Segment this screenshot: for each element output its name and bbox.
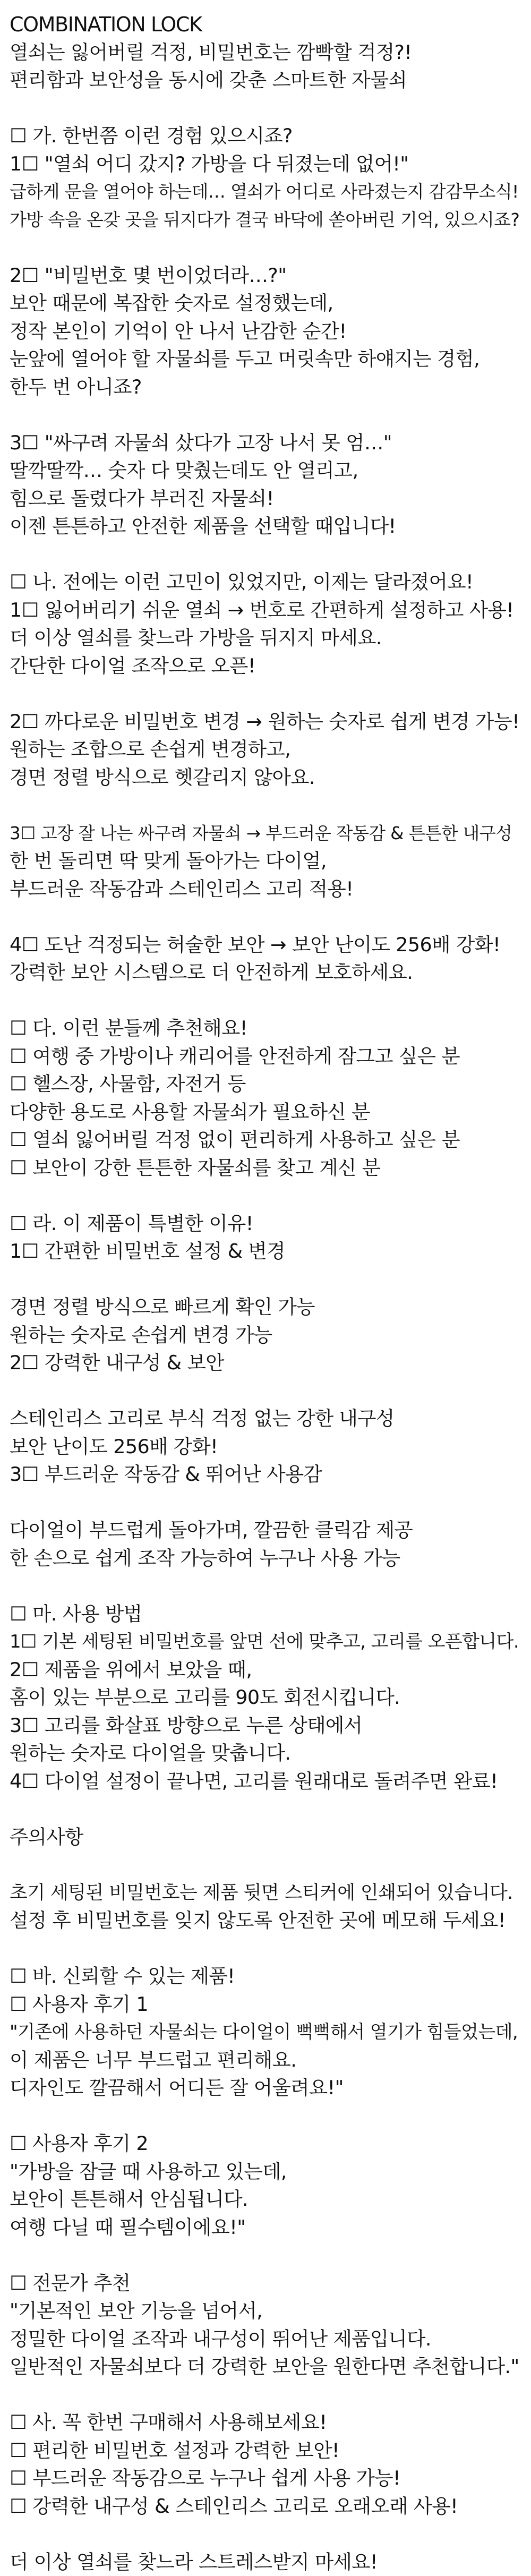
section-heading: ☐ 다. 이런 분들께 추천해요!: [10, 1014, 519, 1043]
text-line: 홈이 있는 부분으로 고리를 90도 회전시킵니다.: [10, 1684, 519, 1712]
text-line: 가방 속을 온갖 곳을 뒤지다가 결국 바닥에 쏟아버린 기억, 있으시죠?: [10, 206, 519, 234]
text-line: 한두 번 아니죠?: [10, 373, 519, 402]
numbered-item: 1☐ 간편한 비밀번호 설정 & 변경: [10, 1238, 519, 1266]
text-line: 더 이상 열쇠를 찾느라 가방을 뒤지지 마세요.: [10, 624, 519, 652]
text-line: "가방을 잠글 때 사용하고 있는데,: [10, 2158, 519, 2186]
blank-line: [10, 987, 519, 1015]
numbered-item: 1☐ 잃어버리기 쉬운 열쇠 → 번호로 간편하게 설정하고 사용!: [10, 596, 519, 625]
blank-line: [10, 1795, 519, 1823]
text-line: 원하는 조합으로 손쉽게 변경하고,: [10, 736, 519, 764]
numbered-item: 2☐ 강력한 내구성 & 보안: [10, 1349, 519, 1377]
text-line: 다이얼이 부드럽게 돌아가며, 깔끔한 클릭감 제공: [10, 1516, 519, 1545]
numbered-item: 2☐ "비밀번호 몇 번이었더라…?": [10, 262, 519, 290]
text-line: 힘으로 돌렸다가 부러진 자물쇠!: [10, 485, 519, 513]
blank-line: [10, 2381, 519, 2409]
blank-line: [10, 1266, 519, 1294]
blank-line: [10, 903, 519, 931]
text-line: 딸깍딸깍… 숫자 다 맞췄는데도 안 열리고,: [10, 457, 519, 485]
text-line: 보안이 튼튼해서 안심됩니다.: [10, 2186, 519, 2214]
checklist-item: ☐ 부드러운 작동감으로 누구나 쉽게 사용 가능!: [10, 2464, 519, 2493]
numbered-item: 4☐ 도난 걱정되는 허술한 보안 → 보안 난이도 256배 강화!: [10, 931, 519, 959]
text-line: 설정 후 비밀번호를 잊지 않도록 안전한 곳에 메모해 두세요!: [10, 1907, 519, 1935]
blank-line: [10, 1851, 519, 1879]
numbered-item: 1☐ "열쇠 어디 갔지? 가방을 다 뒤졌는데 없어!": [10, 150, 519, 178]
section-heading: ☐ 나. 전에는 이런 고민이 있었지만, 이제는 달라졌어요!: [10, 568, 519, 596]
text-line: 보안 때문에 복잡한 숫자로 설정했는데,: [10, 289, 519, 318]
checklist-item: ☐ 편리한 비밀번호 설정과 강력한 보안!: [10, 2437, 519, 2465]
numbered-item: 1☐ 기본 세팅된 비밀번호를 앞면 선에 맞추고, 고리를 오픈합니다.: [10, 1628, 519, 1656]
numbered-item: 3☐ 고리를 화살표 방향으로 누른 상태에서: [10, 1712, 519, 1740]
blank-line: [10, 2241, 519, 2270]
blank-line: [10, 95, 519, 123]
text-line: 원하는 숫자로 다이얼을 맞춥니다.: [10, 1739, 519, 1768]
text-line: 디자인도 깔끔해서 어디든 잘 어울려요!": [10, 2074, 519, 2102]
blank-line: [10, 1572, 519, 1600]
blank-line: [10, 2102, 519, 2130]
text-line: 한 번 돌리면 딱 맞게 돌아가는 다이얼,: [10, 847, 519, 875]
blank-line: [10, 680, 519, 708]
numbered-item: 4☐ 다이얼 설정이 끝나면, 고리를 원래대로 돌려주면 완료!: [10, 1768, 519, 1796]
blank-line: [10, 1935, 519, 1963]
blank-line: [10, 1377, 519, 1405]
text-line: 주의사항: [10, 1823, 519, 1852]
text-line: 일반적인 자물쇠보다 더 강력한 보안을 원한다면 추천합니다.": [10, 2353, 519, 2381]
blank-line: [10, 791, 519, 820]
text-line: 스테인리스 고리로 부식 걱정 없는 강한 내구성: [10, 1405, 519, 1433]
text-line: 이젠 튼튼하고 안전한 제품을 선택할 때입니다!: [10, 513, 519, 541]
blank-line: [10, 401, 519, 429]
text-line: 부드러운 작동감과 스테인리스 고리 적용!: [10, 875, 519, 903]
blank-line: [10, 1489, 519, 1517]
checklist-item: ☐ 열쇠 잃어버릴 걱정 없이 편리하게 사용하고 싶은 분: [10, 1126, 519, 1154]
section-heading: ☐ 바. 신뢰할 수 있는 제품!: [10, 1963, 519, 1991]
checklist-item: ☐ 강력한 내구성 & 스테인리스 고리로 오래오래 사용!: [10, 2493, 519, 2521]
checklist-item: ☐ 헬스장, 사물함, 자전거 등: [10, 1070, 519, 1098]
blank-line: [10, 541, 519, 569]
text-line: 편리함과 보안성을 동시에 갖춘 스마트한 자물쇠: [10, 66, 519, 95]
text-line: 보안 난이도 256배 강화!: [10, 1433, 519, 1461]
section-heading: ☐ 마. 사용 방법: [10, 1600, 519, 1628]
text-line: 다양한 용도로 사용할 자물쇠가 필요하신 분: [10, 1098, 519, 1127]
checklist-item: ☐ 전문가 추천: [10, 2270, 519, 2298]
text-line: 경면 정렬 방식으로 헷갈리지 않아요.: [10, 764, 519, 792]
text-line: "기존에 사용하던 자물쇠는 다이얼이 뻑뻑해서 열기가 힘들었는데,: [10, 2018, 519, 2046]
text-line: 한 손으로 쉽게 조작 가능하여 누구나 사용 가능: [10, 1545, 519, 1573]
text-line: 열쇠는 잃어버릴 걱정, 비밀번호는 깜빡할 걱정?!: [10, 39, 519, 67]
text-line: 정밀한 다이얼 조작과 내구성이 뛰어난 제품입니다.: [10, 2325, 519, 2353]
text-line: "기본적인 보안 기능을 넘어서,: [10, 2297, 519, 2325]
numbered-item: 3☐ 부드러운 작동감 & 뛰어난 사용감: [10, 1461, 519, 1489]
text-line: 간단한 다이얼 조작으로 오픈!: [10, 652, 519, 680]
text-line: 원하는 숫자로 손쉽게 변경 가능: [10, 1321, 519, 1350]
blank-line: [10, 1182, 519, 1210]
checklist-item: ☐ 사용자 후기 1: [10, 1991, 519, 2019]
text-line: 이 제품은 너무 부드럽고 편리해요.: [10, 2046, 519, 2075]
blank-line: [10, 2520, 519, 2548]
section-heading: ☐ 라. 이 제품이 특별한 이유!: [10, 1210, 519, 1238]
numbered-item: 2☐ 까다로운 비밀번호 변경 → 원하는 숫자로 쉽게 변경 가능!: [10, 708, 519, 736]
text-line: 강력한 보안 시스템으로 더 안전하게 보호하세요.: [10, 959, 519, 987]
checklist-item: ☐ 사용자 후기 2: [10, 2130, 519, 2158]
text-line: 경면 정렬 방식으로 빠르게 확인 가능: [10, 1293, 519, 1321]
text-line: 초기 세팅된 비밀번호는 제품 뒷면 스티커에 인쇄되어 있습니다.: [10, 1879, 519, 1907]
checklist-item: ☐ 여행 중 가방이나 캐리어를 안전하게 잠그고 싶은 분: [10, 1043, 519, 1071]
section-heading: ☐ 사. 꼭 한번 구매해서 사용해보세요!: [10, 2409, 519, 2437]
numbered-item: 3☐ 고장 잘 나는 싸구려 자물쇠 → 부드러운 작동감 & 튼튼한 내구성: [10, 820, 519, 848]
product-description-document: [10, 11, 519, 2576]
document-title: COMBINATION LOCK: [10, 11, 519, 39]
text-line: 급하게 문을 열어야 하는데… 열쇠가 어디로 사라졌는지 감감무소식!: [10, 178, 519, 206]
blank-line: [10, 234, 519, 262]
numbered-item: 2☐ 제품을 위에서 보았을 때,: [10, 1656, 519, 1684]
text-line: 여행 다닐 때 필수템이에요!": [10, 2214, 519, 2242]
section-heading: ☐ 가. 한번쯤 이런 경험 있으시죠?: [10, 122, 519, 150]
text-line: 더 이상 열쇠를 찾느라 스트레스받지 마세요!: [10, 2548, 519, 2576]
text-line: 정작 본인이 기억이 안 나서 난감한 순간!: [10, 318, 519, 346]
numbered-item: 3☐ "싸구려 자물쇠 샀다가 고장 나서 못 엄…": [10, 429, 519, 457]
text-line: 눈앞에 열어야 할 자물쇠를 두고 머릿속만 하얘지는 경험,: [10, 345, 519, 373]
checklist-item: ☐ 보안이 강한 튼튼한 자물쇠를 찾고 계신 분: [10, 1154, 519, 1182]
